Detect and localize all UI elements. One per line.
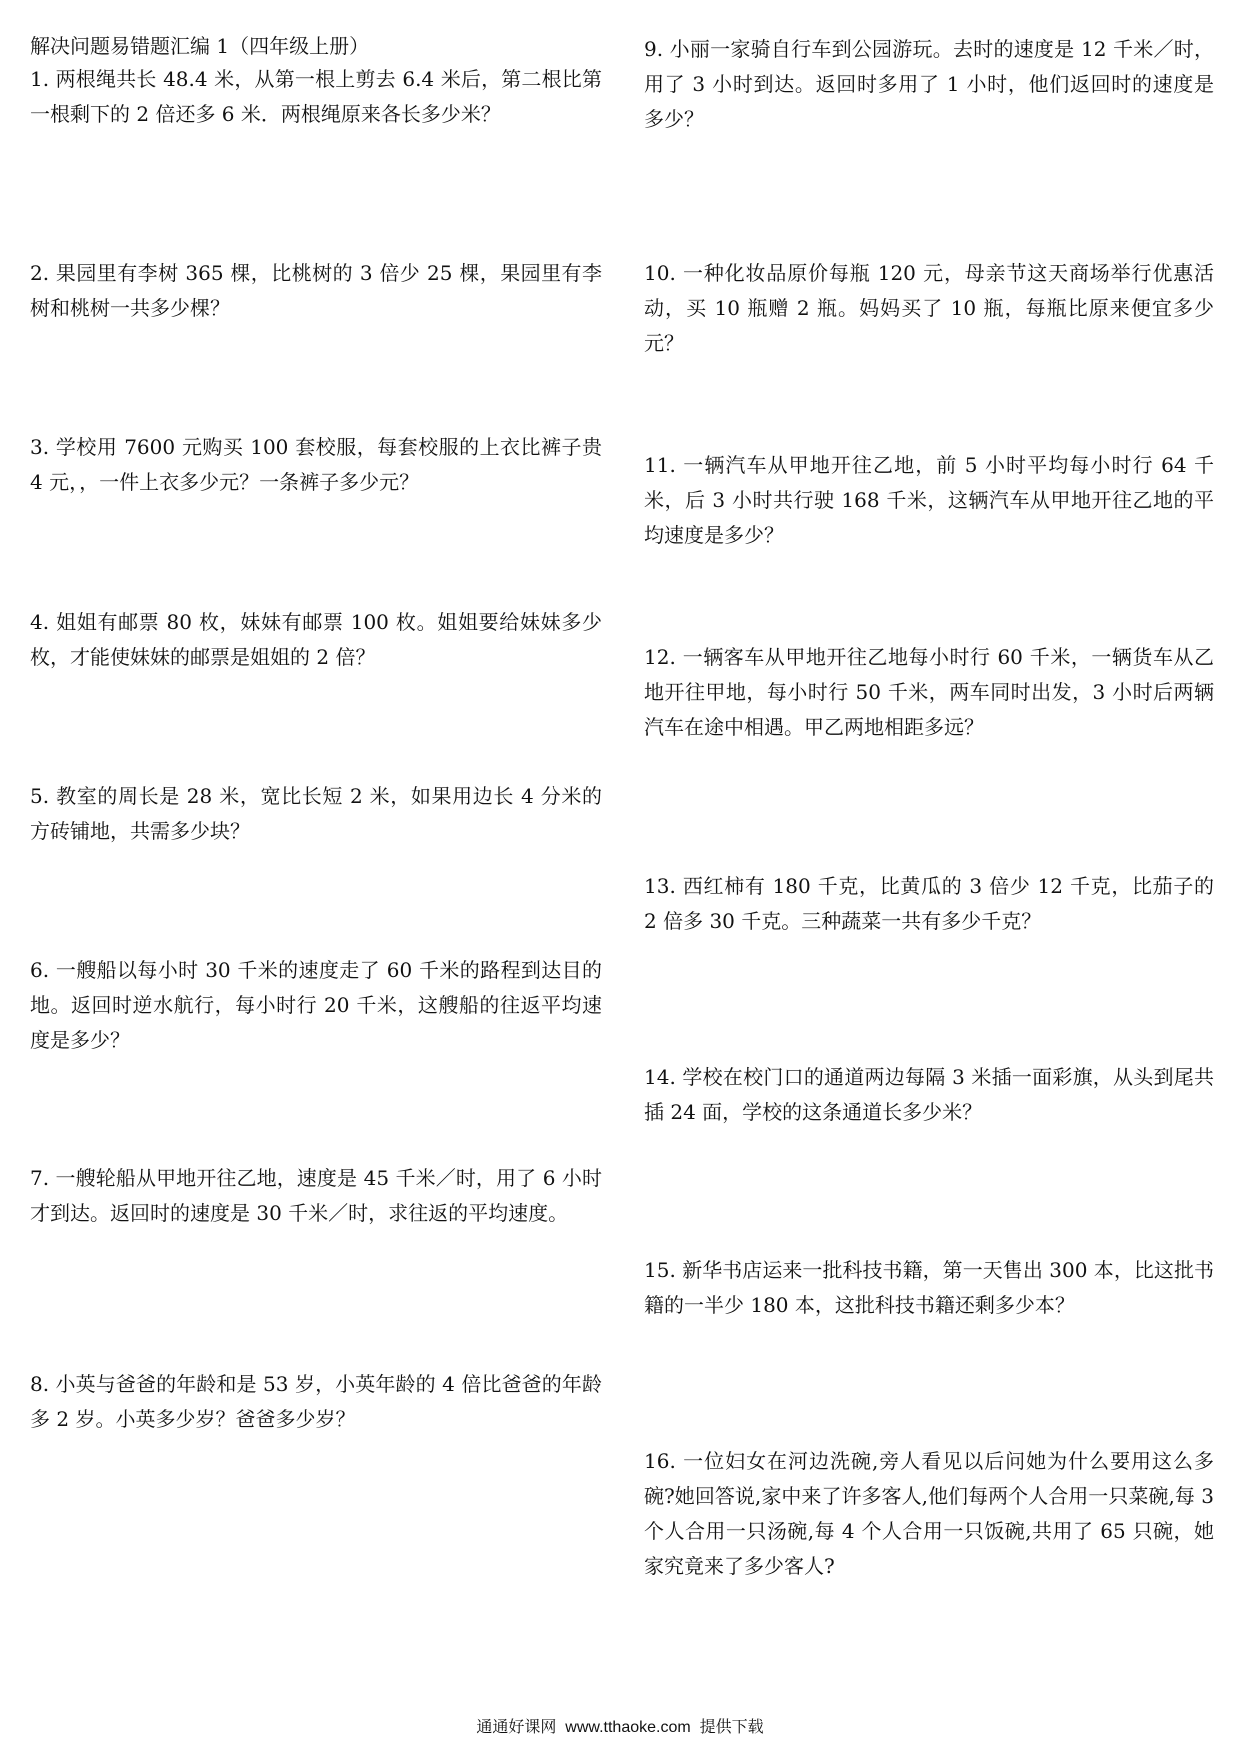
question-1: 1. 两根绳共长 48.4 米，从第一根上剪去 6.4 米后，第二根比第一根剩下的 2 倍还多 6 米．两根绳原来各长多少米？ bbox=[30, 67, 602, 126]
question-5: 5. 教室的周长是 28 米，宽比长短 2 米，如果用边长 4 分米的方砖铺地，共需多少块？ bbox=[30, 784, 602, 843]
page-footer: 通通好课网 www.tthaoke.com 提供下载 bbox=[476, 1719, 764, 1736]
question-3: 3. 学校用 7600 元购买 100 套校服，每套校服的上衣比裤子贵 4 元，，一件上衣多少元？一条裤子多少元？ bbox=[30, 435, 602, 494]
question-9: 9. 小丽一家骑自行车到公园游玩。去时的速度是 12 千米／时，用了 3 小时到达。返回时多用了 1 小时，他们返回时的速度是多少？ bbox=[644, 37, 1214, 131]
question-15: 15. 新华书店运来一批科技书籍，第一天售出 300 本，比这批书籍的一半少 180 本，这批科技书籍还剩多少本？ bbox=[644, 1258, 1214, 1317]
question-14: 14. 学校在校门口的通道两边每隔 3 米插一面彩旗，从头到尾共插 24 面，学校的这条通道长多少米？ bbox=[644, 1065, 1214, 1124]
question-11: 11. 一辆汽车从甲地开往乙地，前 5 小时平均每小时行 64 千米，后 3 小时共行驶 168 千米，这辆汽车从甲地开往乙地的平均速度是多少？ bbox=[644, 453, 1214, 547]
question-8: 8. 小英与爸爸的年龄和是 53 岁，小英年龄的 4 倍比爸爸的年龄多 2 岁。小英多少岁？爸爸多少岁？ bbox=[30, 1372, 602, 1431]
question-16: 16. 一位妇女在河边洗碗,旁人看见以后问她为什么要用这么多碗?她回答说,家中来了许多客人,他们每两个人合用一只菜碗,每 3 个人合用一只汤碗,每 4 个人合用一只饭碗,共用了 65 只碗，她家究竟来了多少客人? bbox=[644, 1449, 1214, 1578]
question-6: 6. 一艘船以每小时 30 千米的速度走了 60 千米的路程到达目的地。返回时逆水航行，每小时行 20 千米，这艘船的往返平均速度是多少？ bbox=[30, 958, 602, 1052]
worksheet-title: 解决问题易错题汇编 1（四年级上册） bbox=[30, 34, 370, 58]
question-7: 7. 一艘轮船从甲地开往乙地，速度是 45 千米／时，用了 6 小时才到达。返回时的速度是 30 千米／时，求往返的平均速度。 bbox=[30, 1166, 602, 1225]
question-2: 2. 果园里有李树 365 棵，比桃树的 3 倍少 25 棵，果园里有李树和桃树一共多少棵？ bbox=[30, 261, 602, 320]
question-4: 4. 姐姐有邮票 80 枚，妹妹有邮票 100 枚。姐姐要给妹妹多少枚，才能使妹妹的邮票是姐姐的 2 倍？ bbox=[30, 610, 602, 669]
question-10: 10. 一种化妆品原价每瓶 120 元，母亲节这天商场举行优惠活动，买 10 瓶赠 2 瓶。妈妈买了 10 瓶，每瓶比原来便宜多少元？ bbox=[644, 261, 1214, 355]
question-13: 13. 西红柿有 180 千克，比黄瓜的 3 倍少 12 千克，比茄子的 2 倍多 30 千克。三种蔬菜一共有多少千克？ bbox=[644, 874, 1214, 933]
question-12: 12. 一辆客车从甲地开往乙地每小时行 60 千米，一辆货车从乙地开往甲地，每小时行 50 千米，两车同时出发，3 小时后两辆汽车在途中相遇。甲乙两地相距多远？ bbox=[644, 645, 1214, 739]
